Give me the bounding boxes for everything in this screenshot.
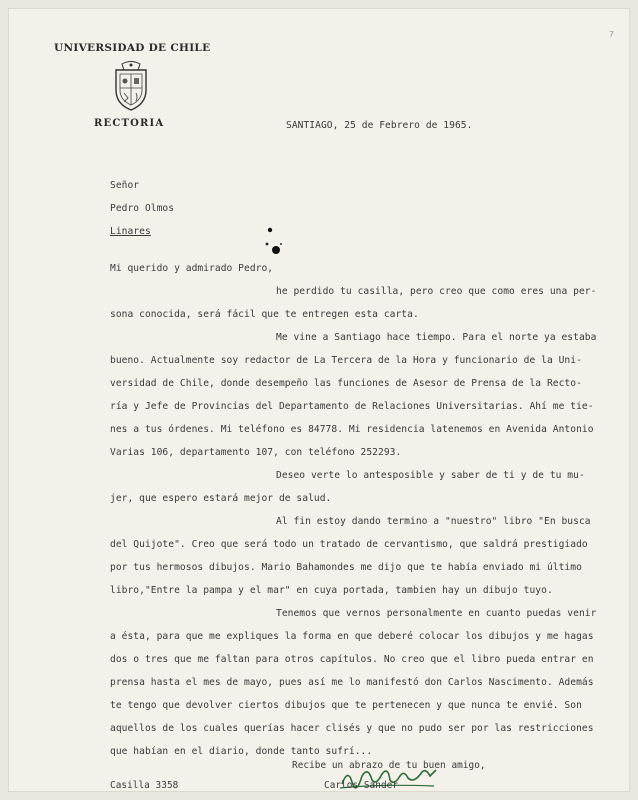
body-line: del Quijote". Creo que será todo un tratado de cervantismo, que saldrá prestigiado (110, 539, 588, 550)
body-line: que habían en el diario, donde tanto sufrí... (110, 746, 373, 757)
closing-line: Recibe un abrazo de tu buen amigo, (292, 760, 486, 771)
body-line: Deseo verte lo antesposible y saber de ti y de tu mu- (276, 470, 585, 481)
ink-blot-icon (260, 224, 300, 260)
recipient-title: Señor (110, 180, 140, 191)
body-line: aquellos de los cuales querías hacer clisés y que no pudo ser por las restricciones (110, 723, 594, 734)
body-line: jer, que espero estará mejor de salud. (110, 493, 332, 504)
recipient-name: Pedro Olmos (110, 203, 175, 214)
po-box: Casilla 3358 (110, 780, 179, 791)
university-crest-icon (112, 60, 150, 112)
body-line: por tus hermosos dibujos. Mario Bahamondes me dijo que te había enviado mi último (110, 562, 582, 573)
body-line: nes a tus órdenes. Mi teléfono es 84778. Mi residencia latenemos en Avenida Antonio (110, 424, 594, 435)
body-line: a ésta, para que me expliques la forma en que deberé colocar los dibujos y me hagas (110, 631, 594, 642)
body-line: prensa hasta el mes de mayo, pues así me lo manifestó don Carlos Nascimento. Además (110, 677, 594, 688)
page-marker: 7 (608, 30, 614, 39)
date-line: SANTIAGO, 25 de Febrero de 1965. (286, 120, 473, 131)
signature-name: Carlos Sander (324, 780, 399, 791)
letterhead-university: UNIVERSIDAD DE CHILE (54, 42, 211, 54)
body-line: Me vine a Santiago hace tiempo. Para el norte ya estaba (276, 332, 597, 343)
body-line: sona conocida, será fácil que te entregen esta carta. (110, 309, 419, 320)
letter-page (8, 8, 630, 792)
body-line: ría y Jefe de Provincias del Departamento de Relaciones Universitarias. Ahí me tie- (110, 401, 594, 412)
body-line: he perdido tu casilla, pero creo que como eres una per- (276, 286, 597, 297)
recipient-city: Linares (110, 226, 151, 237)
body-line: dos o tres que me faltan para otros capítulos. No creo que el libro pueda entrar en (110, 654, 594, 665)
body-line: Varias 106, departamento 107, con teléfono 252293. (110, 447, 402, 458)
letterhead-office: RECTORIA (94, 118, 165, 129)
body-line: Al fin estoy dando termino a "nuestro" libro "En busca (276, 516, 591, 527)
body-line: bueno. Actualmente soy redactor de La Tercera de la Hora y funcionario de la Uni- (110, 355, 582, 366)
body-line: libro,"Entre la pampa y el mar" en cuya portada, tambien hay un dibujo tuyo. (110, 585, 553, 596)
body-line: Tenemos que vernos personalmente en cuanto puedas venir (276, 608, 597, 619)
body-line: te tengo que devolver ciertos dibujos que te pertenecen y que nunca te envié. Son (110, 700, 582, 711)
greeting: Mi querido y admirado Pedro, (110, 263, 274, 274)
body-line: versidad de Chile, donde desempeño las funciones de Asesor de Prensa de la Recto- (110, 378, 582, 389)
